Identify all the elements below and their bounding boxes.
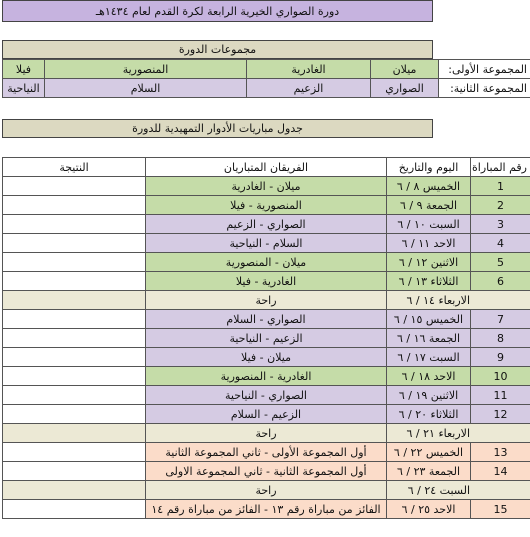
match-number: 12 (471, 405, 530, 424)
match-date: الاحد ١٨ / ٦ (387, 367, 471, 386)
match-date: الجمعة ١٦ / ٦ (387, 329, 471, 348)
match-teams: الصواري - النياحية (146, 386, 387, 405)
match-teams: الزعيم - النياحية (146, 329, 387, 348)
rest-day-row (3, 481, 530, 500)
match-date: السبت ١٠ / ٦ (387, 215, 471, 234)
group-team: فيلا (3, 60, 45, 79)
match-number: 14 (471, 462, 530, 481)
column-header: الفريقان المتباريان (146, 158, 387, 177)
rest-day-label: راحة (146, 424, 387, 443)
rest-day-date: الاربعاء ١٤ / ٦ (387, 291, 530, 310)
group-team: ميلان (371, 60, 439, 79)
match-number: 11 (471, 386, 530, 405)
match-number: 8 (471, 329, 530, 348)
match-row (3, 443, 530, 462)
result-cell (3, 253, 146, 272)
rest-day-date: الاربعاء ٢١ / ٦ (387, 424, 530, 443)
match-row (3, 329, 530, 348)
group-team: المنصورية (45, 60, 247, 79)
group-row-2 (3, 79, 530, 98)
match-date: السبت ١٧ / ٦ (387, 348, 471, 367)
match-teams: ميلان - الغادرية (146, 177, 387, 196)
rest-day-label: راحة (146, 291, 387, 310)
group-team: الغادرية (247, 60, 371, 79)
match-teams: ميلان - المنصورية (146, 253, 387, 272)
match-row (3, 348, 530, 367)
rest-day-label: راحة (146, 481, 387, 500)
rest-day-row (3, 424, 530, 443)
group-team: النياحية (3, 79, 45, 98)
match-row (3, 367, 530, 386)
rest-day-date: السبت ٢٤ / ٦ (387, 481, 530, 500)
match-date: الخميس ٨ / ٦ (387, 177, 471, 196)
match-teams: الصواري - السلام (146, 310, 387, 329)
group-row-1 (3, 60, 530, 79)
match-teams: الغادرية - المنصورية (146, 367, 387, 386)
match-row (3, 234, 530, 253)
match-number: 3 (471, 215, 530, 234)
result-cell (3, 310, 146, 329)
match-number: 6 (471, 272, 530, 291)
groups-heading: مجموعات الدورة (2, 40, 433, 59)
match-date: الخميس ١٥ / ٦ (387, 310, 471, 329)
result-cell (3, 424, 146, 443)
result-cell (3, 348, 146, 367)
result-cell (3, 386, 146, 405)
match-teams: السلام - النياحية (146, 234, 387, 253)
result-cell (3, 272, 146, 291)
match-row (3, 386, 530, 405)
schedule-header-row (3, 158, 530, 177)
group-team: السلام (45, 79, 247, 98)
column-header: رقم المباراة (471, 158, 530, 177)
match-teams: أول المجموعة الأولى - ثاني المجموعة الثانية (146, 443, 387, 462)
match-teams: الزعيم - السلام (146, 405, 387, 424)
match-number: 2 (471, 196, 530, 215)
group-label: المجموعة الثانية: (439, 79, 530, 98)
match-date: الثلاثاء ١٣ / ٦ (387, 272, 471, 291)
result-cell (3, 367, 146, 386)
result-cell (3, 291, 146, 310)
match-number: 7 (471, 310, 530, 329)
match-row (3, 215, 530, 234)
match-number: 9 (471, 348, 530, 367)
result-cell (3, 405, 146, 424)
schedule-heading: جدول مباريات الأدوار التمهيدية للدورة (2, 119, 433, 138)
match-date: الاحد ٢٥ / ٦ (387, 500, 471, 519)
match-row (3, 253, 530, 272)
result-cell (3, 500, 146, 519)
result-cell (3, 481, 146, 500)
match-date: الجمعة ٩ / ٦ (387, 196, 471, 215)
match-date: الاثنين ١٢ / ٦ (387, 253, 471, 272)
match-teams: الصواري - الزعيم (146, 215, 387, 234)
match-teams: أول المجموعة الثانية - ثاني المجموعة الاولى (146, 462, 387, 481)
match-row (3, 272, 530, 291)
group-label: المجموعة الأولى: (439, 60, 530, 79)
match-teams: المنصورية - فيلا (146, 196, 387, 215)
match-row (3, 177, 530, 196)
result-cell (3, 443, 146, 462)
match-teams: ميلان - فيلا (146, 348, 387, 367)
result-cell (3, 196, 146, 215)
match-number: 5 (471, 253, 530, 272)
match-date: الثلاثاء ٢٠ / ٦ (387, 405, 471, 424)
match-date: الاحد ١١ / ٦ (387, 234, 471, 253)
result-cell (3, 462, 146, 481)
match-teams: الغادرية - فيلا (146, 272, 387, 291)
match-row (3, 500, 530, 519)
match-teams: الفائز من مباراة رقم ١٣ - الفائز من مباراة رقم ١٤ (146, 500, 387, 519)
match-row (3, 310, 530, 329)
match-row (3, 462, 530, 481)
result-cell (3, 215, 146, 234)
page-title: دورة الصواري الخيرية الرابعة لكرة القدم لعام ١٤٣٤هـ (2, 0, 433, 22)
column-header: اليوم والتاريخ (387, 158, 471, 177)
match-row (3, 405, 530, 424)
match-number: 15 (471, 500, 530, 519)
match-date: الاثنين ١٩ / ٦ (387, 386, 471, 405)
result-cell (3, 234, 146, 253)
match-number: 10 (471, 367, 530, 386)
match-date: الجمعة ٢٣ / ٦ (387, 462, 471, 481)
match-date: الخميس ٢٢ / ٦ (387, 443, 471, 462)
schedule-table (2, 157, 530, 519)
groups-table (2, 59, 530, 98)
group-team: الزعيم (247, 79, 371, 98)
match-number: 4 (471, 234, 530, 253)
rest-day-row (3, 291, 530, 310)
match-row (3, 196, 530, 215)
group-team: الصواري (371, 79, 439, 98)
match-number: 1 (471, 177, 530, 196)
match-number: 13 (471, 443, 530, 462)
column-header: النتيجة (3, 158, 146, 177)
result-cell (3, 329, 146, 348)
result-cell (3, 177, 146, 196)
